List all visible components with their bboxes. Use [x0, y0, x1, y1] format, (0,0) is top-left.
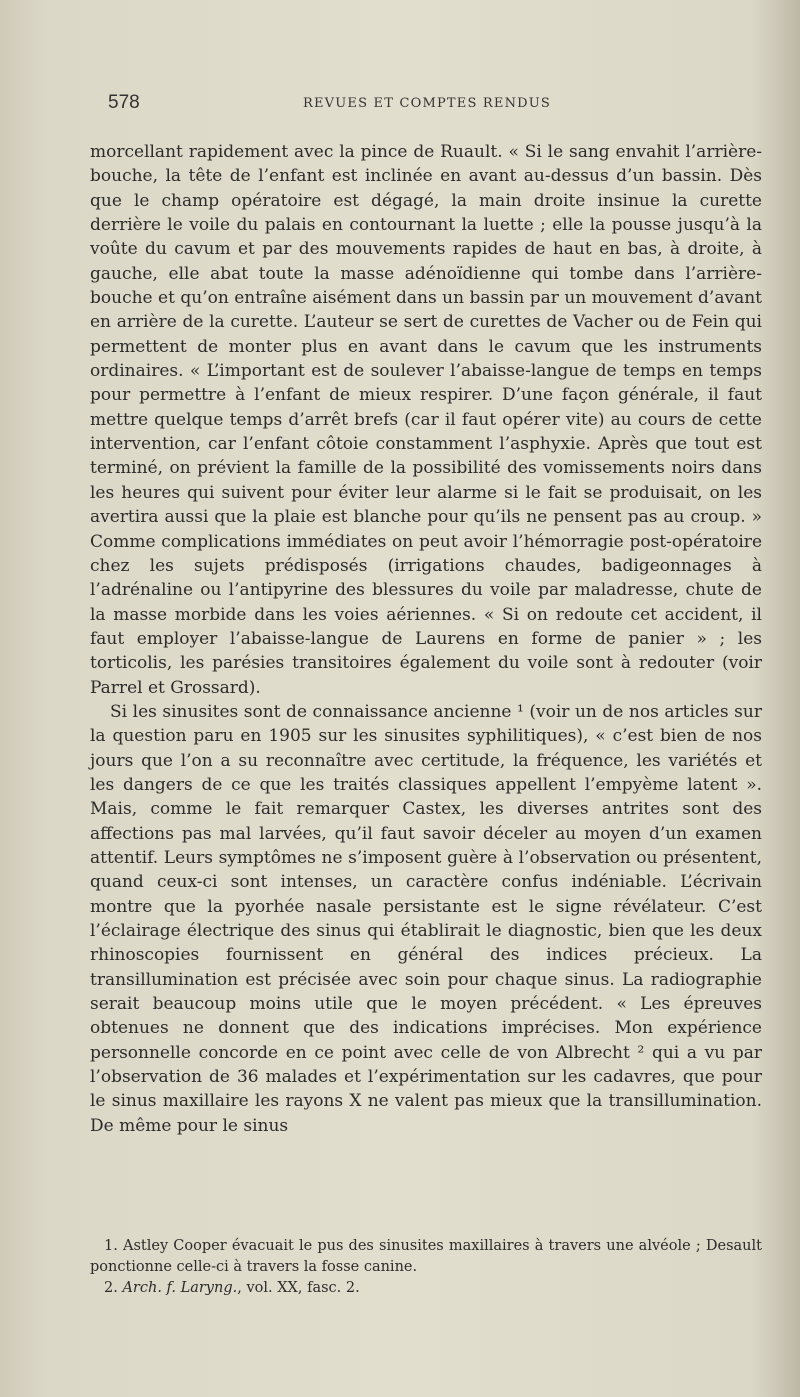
- page-header: [108, 92, 760, 122]
- footnote-2-journal: Arch. f. Laryng.: [122, 1280, 238, 1296]
- footnotes: [90, 1236, 762, 1299]
- footnote-2-suffix: , vol. XX, fasc. 2.: [237, 1280, 360, 1296]
- footnote-2: [90, 1278, 762, 1299]
- running-title: REVUES ET COMPTES RENDUS: [303, 96, 552, 111]
- footnote-1: 1. Astley Cooper évacuait le pus des sinusites maxillaires à travers une alvéole ; Desault ponctionne celle-ci à travers la fosse canine.: [90, 1238, 762, 1275]
- main-text: [90, 140, 762, 1138]
- page-number: 578: [108, 92, 140, 113]
- footnote-2-prefix: 2.: [104, 1280, 123, 1296]
- paragraph-2: Si les sinusites sont de connaissance ancienne ¹ (voir un de nos articles sur la question paru en 1905 sur les sinusites syphilitiques), « c’est bien de nos jours que l’on a su reconnaître avec certitude, la fréquence, les variétés et les dangers de ce que les traités classiques appellent l’empyème latent ». Mais, comme le fait remarquer Castex, les diverses antrites sont des affections pas mal larvées, qu’il faut savoir déceler au moyen d’un examen attentif. Leurs symptômes ne s’imposent guère à l’observation ou présentent, quand ceux-ci sont intenses, un caractère confus indéniable. L’écrivain montre que la pyorhée nasale persistante est le signe révélateur. C’est l’éclairage électrique des sinus qui établirait le diagnostic, bien que les deux rhinoscopies fournissent en général des indices précieux. La transillumination est précisée avec soin pour chaque sinus. La radiographie serait beaucoup moins utile que le moyen précédent. « Les épreuves obtenues ne donnent que des indications imprécises. Mon expérience personnelle concorde en ce point avec celle de von Albrecht ² qui a vu par l’observation de 36 malades et l’expérimentation sur les cadavres, que pour le sinus maxillaire les rayons X ne valent pas mieux que la transillumination. De même pour le sinus: [90, 701, 762, 1136]
- paragraph-1: morcellant rapidement avec la pince de Ruault. « Si le sang envahit l’arrière-bouche, la tête de l’enfant est inclinée en avant au-dessus d’un bassin. Dès que le champ opératoire est dégagé, la main droite insinue la curette derrière le voile du palais en contournant la luette ; elle la pousse jusqu’à la voûte du cavum et par des mouvements rapides de haut en bas, à droite, à gauche, elle abat toute la masse adénoïdienne qui tombe dans l’arrière-bouche et qu’on entraîne aisément dans un bassin par un mouvement d’avant en arrière de la curette. L’auteur se sert de curettes de Vacher ou de Fein qui permettent de monter plus en avant dans le cavum que les instruments ordinaires. « L’important est de soulever l’abaisse-langue de temps en temps pour permettre à l’enfant de mieux respirer. D’une façon générale, il faut mettre quelque temps d’arrêt brefs (car il faut opérer vite) au cours de cette intervention, car l’enfant côtoie constamment l’asphyxie. Après que tout est terminé, on prévient la famille de la possibilité des vomissements noirs dans les heures qui suivent pour éviter leur alarme si le fait se produisait, on les avertira aussi que la plaie est blanche pour qu’ils ne pensent pas au croup. » Comme complications immédiates on peut avoir l’hémorragie post-opératoire chez les sujets prédisposés (irrigations chaudes, badigeonnages à l’adrénaline ou l’antipyrine des blessures du voile par maladresse, chute de la masse morbide dans les voies aériennes. « Si on redoute cet accident, il faut employer l’abaisse-langue de Laurens en forme de panier » ; les torticolis, les parésies transitoires également du voile sont à redouter (voir Parrel et Grossard).: [90, 142, 762, 698]
